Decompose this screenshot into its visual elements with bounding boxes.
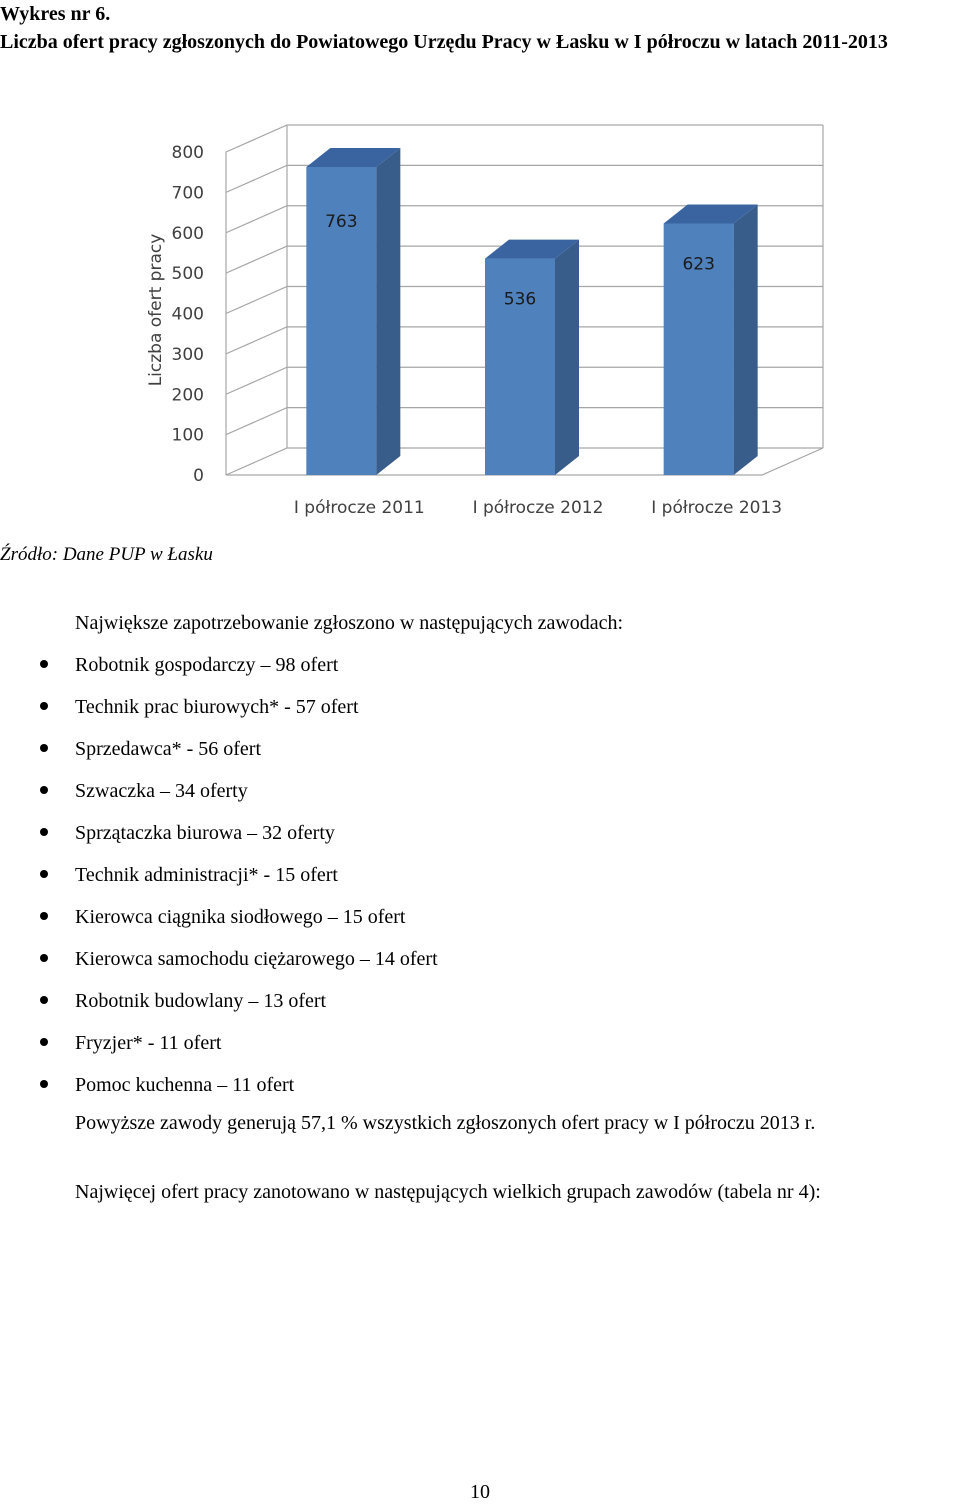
list-item-text: Szwaczka – 34 oferty [75, 780, 248, 802]
occupation-list [0, 650, 438, 1112]
bullet-icon [40, 912, 48, 920]
list-item-text: Technik administracji* - 15 ofert [75, 864, 338, 886]
list-item-text: Kierowca samochodu ciężarowego – 14 ofert [75, 948, 438, 970]
list-item [0, 734, 438, 776]
bullet-icon [40, 996, 48, 1004]
bullet-icon [40, 1080, 48, 1088]
y-tick-label: 600 [171, 223, 204, 244]
figure-title: Liczba ofert pracy zgłoszonych do Powiatowego Urzędu Pracy w Łasku w I półroczu w latach 2011-2013 [0, 31, 888, 53]
list-item [0, 818, 438, 860]
list-item-text: Robotnik budowlany – 13 ofert [75, 990, 327, 1012]
y-axis-ticks [172, 143, 204, 486]
list-item-text: Sprzedawca* - 56 ofert [75, 738, 262, 760]
list-item [0, 692, 438, 734]
list-item-text: Kierowca ciągnika siodłowego – 15 ofert [75, 906, 406, 928]
bar-side [734, 204, 758, 475]
data-label: 536 [503, 289, 537, 310]
grid-line [226, 125, 823, 152]
figure-heading [0, 0, 960, 56]
source-note: Źródło: Dane PUP w Łasku [0, 544, 213, 565]
data-label: 623 [682, 254, 715, 275]
y-tick-label: 700 [171, 183, 204, 204]
list-item-text: Technik prac biurowych* - 57 ofert [75, 696, 359, 718]
list-item [0, 650, 438, 692]
y-tick-label: 800 [171, 143, 204, 163]
summary-text: Powyższe zawody generują 57,1 % wszystkich zgłoszonych ofert pracy w I półroczu 2013 r. [75, 1112, 816, 1134]
x-tick-label: I półrocze 2011 [293, 498, 425, 518]
bullet-icon [40, 702, 48, 710]
y-axis-label: Liczba ofert pracy [146, 233, 166, 387]
bar-side [555, 240, 579, 475]
y-tick-label: 200 [171, 385, 204, 406]
list-item [0, 1070, 438, 1112]
closing-text: Najwięcej ofert pracy zanotowano w następujących wielkich grupach zawodów (tabela nr 4): [75, 1181, 821, 1203]
y-tick-label: 400 [171, 304, 204, 325]
bar-chart [0, 95, 960, 535]
bullet-icon [40, 954, 48, 962]
list-item [0, 944, 438, 986]
intro-text: Największe zapotrzebowanie zgłoszono w następujących zawodach: [75, 612, 624, 634]
bullet-icon [40, 1038, 48, 1046]
figure-label: Wykres nr 6. [0, 3, 111, 25]
chart-bars [306, 148, 757, 475]
x-axis-ticks [294, 498, 782, 518]
bullet-icon [40, 786, 48, 794]
y-tick-label: 0 [193, 466, 204, 486]
y-tick-label: 500 [171, 264, 204, 285]
list-item-text: Pomoc kuchenna – 11 ofert [75, 1074, 295, 1096]
list-item [0, 986, 438, 1028]
page-number: 10 [470, 1481, 490, 1503]
list-item [0, 860, 438, 902]
list-item-text: Robotnik gospodarczy – 98 ofert [75, 654, 339, 676]
x-tick-label: I półrocze 2012 [472, 498, 604, 518]
bullet-icon [40, 828, 48, 836]
bullet-icon [40, 660, 48, 668]
data-label: 763 [325, 211, 358, 232]
list-item [0, 1028, 438, 1070]
y-tick-label: 300 [171, 344, 204, 365]
bar-side [376, 148, 400, 475]
bullet-icon [40, 870, 48, 878]
x-tick-label: I półrocze 2013 [651, 498, 783, 518]
list-item-text: Fryzjer* - 11 ofert [75, 1032, 222, 1054]
bullet-icon [40, 744, 48, 752]
list-item [0, 776, 438, 818]
y-tick-label: 100 [171, 425, 204, 446]
list-item-text: Sprzątaczka biurowa – 32 oferty [75, 822, 335, 844]
list-item [0, 902, 438, 944]
